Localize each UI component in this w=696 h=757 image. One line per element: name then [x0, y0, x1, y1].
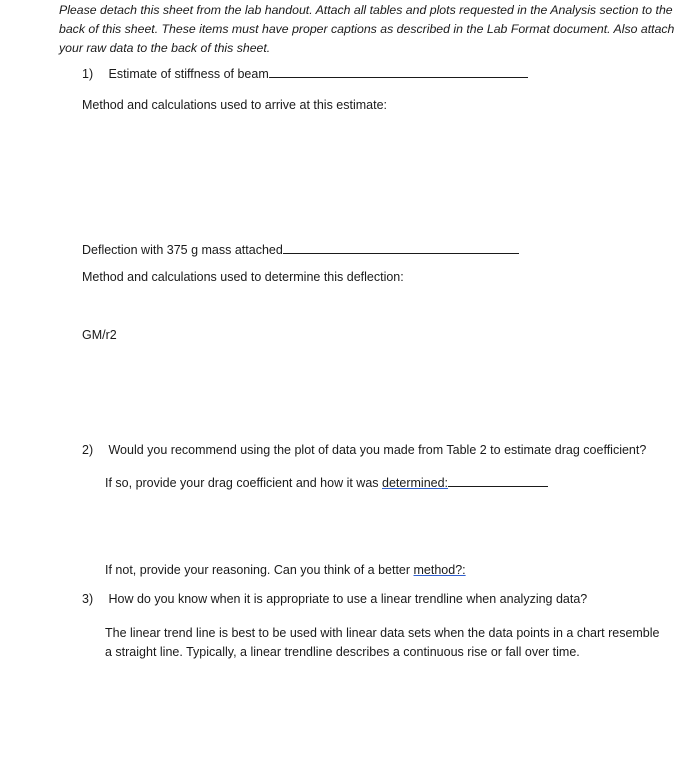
q2-if-so-line: [105, 475, 548, 490]
q3-question-line: [82, 592, 587, 606]
q1-deflection-line: [82, 242, 519, 257]
q1-deflection-label: Deflection with 375 g mass attached: [82, 243, 283, 257]
q2-if-not-prefix: If not, provide your reasoning. Can you think of a better: [105, 563, 414, 577]
q2-number: 2): [82, 443, 94, 457]
q1-deflection-method-label: Method and calculations used to determine this deflection:: [82, 270, 404, 284]
q1-deflection-blank[interactable]: [283, 242, 519, 254]
q3-number: 3): [82, 592, 94, 606]
q1-answer-text[interactable]: GM/r2: [82, 328, 117, 342]
q2-if-not-link: method?:: [413, 563, 466, 577]
q3-question: How do you know when it is appropriate to use a linear trendline when analyzing data?: [108, 592, 588, 606]
q2-if-so-blank[interactable]: [448, 475, 548, 487]
q2-question: Would you recommend using the plot of data you made from Table 2 to estimate drag coefficient?: [108, 443, 647, 457]
q2-if-not-line: [105, 563, 466, 577]
q1-stiffness-label: Estimate of stiffness of beam: [108, 67, 269, 81]
q1-number: 1): [82, 67, 94, 81]
q3-answer[interactable]: The linear trend line is best to be used with linear data sets when the data points in a chart resemble a straight line. Typically, a linear trendline describes a continuous rise or fall over time.: [105, 626, 660, 659]
q1-method-label: Method and calculations used to arrive at this estimate:: [82, 98, 388, 112]
q2-if-so-prefix: If so, provide your drag coefficient and how it was: [105, 476, 383, 490]
instructions-paragraph: Please detach this sheet from the lab handout. Attach all tables and plots requested in the Analysis section to the back of this sheet. These items must have proper captions as described in the Lab Format document. Also attach your raw data to the back of this sheet.: [59, 3, 675, 55]
q1-stiffness-line: [82, 66, 528, 81]
q2-if-so-link: determined:: [382, 476, 449, 490]
q2-question-line: [82, 443, 646, 457]
q1-stiffness-blank[interactable]: [269, 66, 528, 78]
